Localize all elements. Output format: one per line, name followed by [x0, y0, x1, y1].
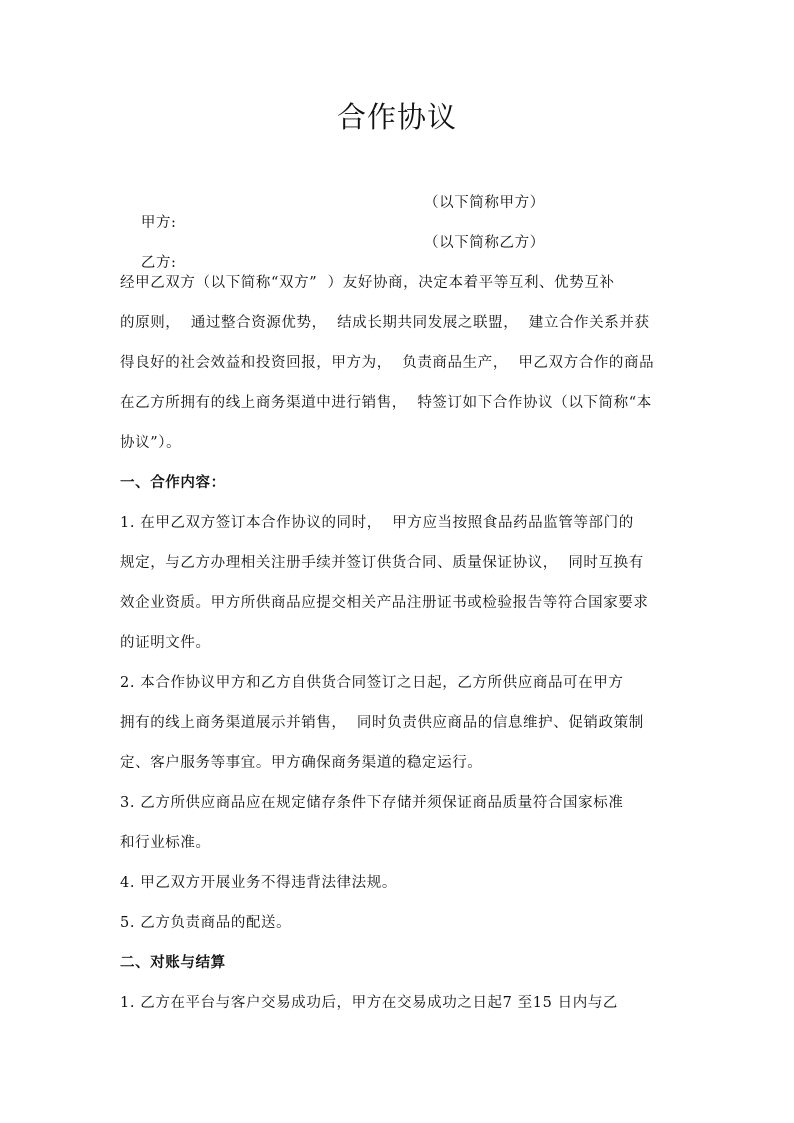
- section-heading: 二、对账与结算: [120, 954, 226, 971]
- document-title: 合作协议: [336, 100, 457, 134]
- intro-line: 在乙方所拥有的线上商务渠道中进行销售， 特签订如下合作协议（以下简称“本: [120, 395, 652, 411]
- intro-line: 得良好的社会效益和投资回报，甲方为， 负责商品生产， 甲乙双方合作的商品: [120, 355, 655, 371]
- party-a-note: （以下简称甲方）: [424, 195, 545, 211]
- clause-line: 2. 本合作协议甲方和乙方自供货合同签订之日起，乙方所供应商品可在甲方: [120, 675, 624, 691]
- clause-line: 定、客户服务等事宜。甲方确保商务渠道的稳定运行。: [120, 755, 483, 771]
- intro-line: 的原则， 通过整合资源优势， 结成长期共同发展之联盟， 建立合作关系并获: [120, 315, 650, 331]
- clause-line: 和行业标准。: [120, 835, 211, 851]
- section-heading: 一、合作内容：: [120, 474, 226, 491]
- clause-line: 5. 乙方负责商品的配送。: [120, 915, 292, 931]
- party-a-label: 甲方:: [140, 215, 177, 231]
- clause-line: 1. 在甲乙双方签订本合作协议的同时， 甲方应当按照食品药品监管等部门的: [120, 515, 634, 531]
- intro-line: 经甲乙双方（以下简称“双方” ）友好协商，决定本着平等互利、优势互补: [120, 275, 615, 291]
- clause-line: 的证明文件。: [120, 635, 211, 651]
- clause-line: 4. 甲乙双方开展业务不得违背法律法规。: [120, 875, 397, 891]
- clause-line: 1. 乙方在平台与客户交易成功后，甲方在交易成功之日起7 至15 日内与乙: [120, 995, 619, 1011]
- clause-line: 3. 乙方所供应商品应在规定储存条件下存储并须保证商品质量符合国家标准: [120, 795, 624, 811]
- intro-line: 协议”）。: [120, 435, 182, 451]
- clause-line: 效企业资质。甲方所供商品应提交相关产品注册证书或检验报告等符合国家要求: [120, 595, 649, 611]
- party-b-note: （以下简称乙方）: [424, 235, 545, 251]
- party-b-label: 乙方:: [140, 255, 177, 271]
- clause-line: 拥有的线上商务渠道展示并销售， 同时负责供应商品的信息维护、促销政策制: [120, 715, 644, 731]
- clause-line: 规定，与乙方办理相关注册手续并签订供货合同、质量保证协议， 同时互换有: [120, 555, 644, 571]
